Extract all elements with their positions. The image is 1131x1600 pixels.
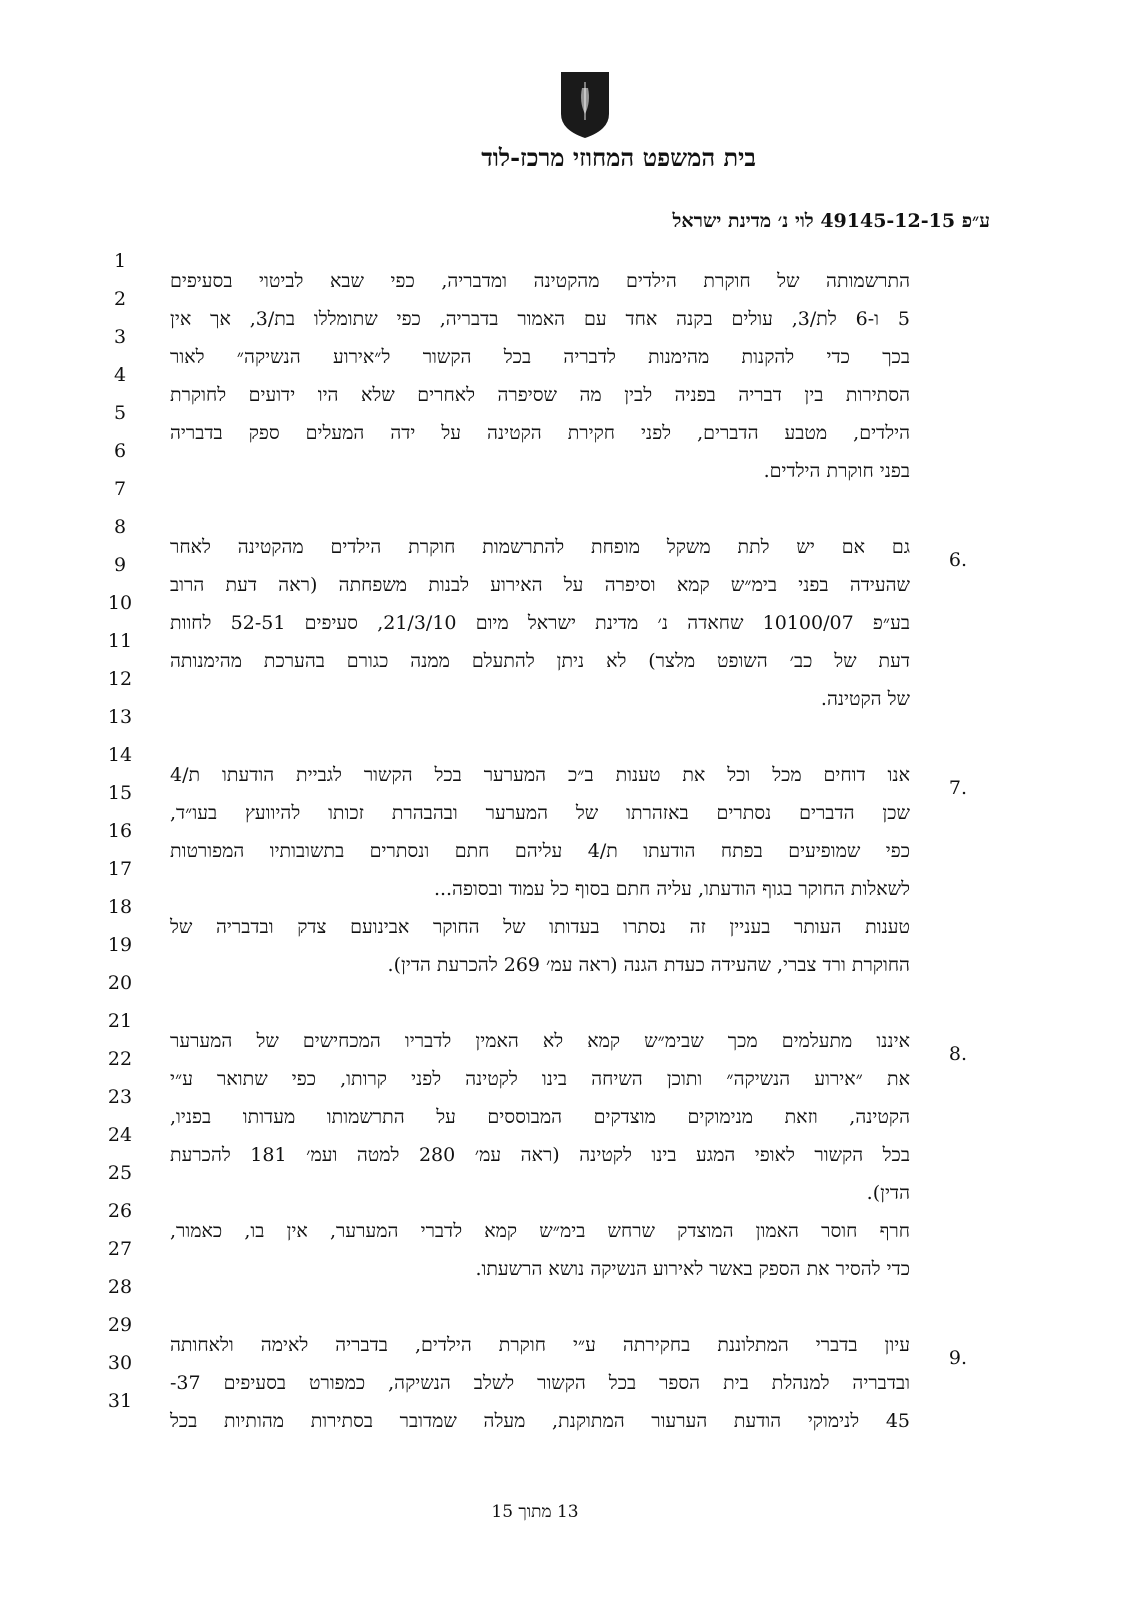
line-number: 16 bbox=[107, 820, 133, 842]
body-text-line: הקטינה, וזאת מנימוקים מוצדקים המבוססים על התרשמותו מעדותו בפניו, bbox=[170, 1106, 910, 1128]
line-number: 2 bbox=[113, 288, 127, 310]
body-text-line: 5 ו-6 לת/3, עולים בקנה אחד עם האמור בדבריה, כפי שתומללו בת/3, אך אין bbox=[170, 308, 910, 330]
line-number: 27 bbox=[107, 1238, 133, 1260]
line-number: 18 bbox=[107, 896, 133, 918]
body-text-line: לשאלות החוקר בגוף הודעתו, עליה חתם בסוף כל עמוד ובסופה... bbox=[433, 878, 910, 900]
body-text-line: שהעידה בפני בימ״ש קמא וסיפרה על האירוע לבנות משפחתה (ראה דעת הרוב bbox=[170, 574, 910, 596]
body-text-line: שכן הדברים נסתרים באזהרתו של המערער ובהבהרת זכותו להיוועץ בעו״ד, bbox=[170, 802, 910, 824]
line-number: 13 bbox=[107, 706, 133, 728]
line-number: 21 bbox=[107, 1010, 133, 1032]
line-number: 6 bbox=[113, 440, 127, 462]
body-text-line: בכל הקשור לאופי המגע בינו לקטינה (ראה עמ׳ 280 למטה ועמ׳ 181 להכרעת bbox=[170, 1144, 910, 1166]
line-number: 8 bbox=[113, 516, 127, 538]
line-number: 30 bbox=[107, 1352, 133, 1374]
line-number: 26 bbox=[107, 1200, 133, 1222]
line-number: 3 bbox=[113, 326, 127, 348]
body-text-line: אנו דוחים מכל וכל את טענות ב״כ המערער בכל הקשור לגביית הודעתו ת/4 bbox=[170, 764, 910, 786]
line-number: 1 bbox=[113, 250, 127, 272]
body-text-line: הדין). bbox=[866, 1182, 910, 1204]
body-text-line: את ״אירוע הנשיקה״ ותוכן השיחה בינו לקטינה לפני קרותו, כפי שתואר ע״י bbox=[170, 1068, 910, 1090]
body-text-line: של הקטינה. bbox=[820, 688, 910, 710]
body-text-line: חרף חוסר האמון המוצדק שרחש בימ״ש קמא לדברי המערער, אין בו, כאמור, bbox=[170, 1220, 910, 1242]
line-number: 4 bbox=[113, 364, 127, 386]
line-number: 31 bbox=[107, 1390, 133, 1412]
state-emblem-icon bbox=[557, 68, 613, 140]
court-name: בית המשפט המחוזי מרכז-לוד bbox=[481, 143, 756, 172]
body-text-line: בע״פ 10100/07 שחאדה נ׳ מדינת ישראל מיום 21/3/10, סעיפים 52-51 לחוות bbox=[170, 612, 910, 634]
line-number: 29 bbox=[107, 1314, 133, 1336]
body-text-line: דעת של כב׳ השופט מלצר) לא ניתן להתעלם ממנה כגורם בהערכת מהימנותה bbox=[170, 650, 910, 672]
body-text-line: איננו מתעלמים מכך שבימ״ש קמא לא האמין לדבריו המכחישים של המערער bbox=[170, 1030, 910, 1052]
page-number: 13 מתוך 15 bbox=[491, 1502, 579, 1522]
paragraph-number: 7. bbox=[948, 777, 968, 799]
line-number: 23 bbox=[107, 1086, 133, 1108]
body-text-line: בפני חוקרת הילדים. bbox=[763, 460, 910, 482]
line-number: 17 bbox=[107, 858, 133, 880]
body-text-line: בכך כדי להקנות מהימנות לדבריה בכל הקשור ל״אירוע הנשיקה״ לאור bbox=[170, 346, 910, 368]
line-number: 11 bbox=[107, 630, 133, 652]
body-text-line: התרשמותה של חוקרת הילדים מהקטינה ומדבריה, כפי שבא לביטוי בסעיפים bbox=[170, 270, 910, 292]
body-text-line: הסתירות בין דבריה בפניה לבין מה שסיפרה לאחרים שלא היו ידועים לחוקרת bbox=[170, 384, 910, 406]
line-number: 24 bbox=[107, 1124, 133, 1146]
line-number: 7 bbox=[113, 478, 127, 500]
line-number: 19 bbox=[107, 934, 133, 956]
line-number: 5 bbox=[113, 402, 127, 424]
line-number: 28 bbox=[107, 1276, 133, 1298]
body-text-line: עיון בדברי המתלוננת בחקירתה ע״י חוקרת הילדים, בדבריה לאימה ולאחותה bbox=[170, 1334, 910, 1356]
body-text-line: טענות העותר בעניין זה נסתרו בעדותו של החוקר אבינועם צדק ובדבריה של bbox=[170, 916, 910, 938]
line-number: 14 bbox=[107, 744, 133, 766]
line-number: 25 bbox=[107, 1162, 133, 1184]
body-text-line: כפי שמופיעים בפתח הודעתו ת/4 עליהם חתם ונסתרים בתשובותיו המפורטות bbox=[170, 840, 911, 862]
line-number: 10 bbox=[107, 592, 133, 614]
paragraph-number: 8. bbox=[948, 1043, 968, 1065]
line-number: 20 bbox=[107, 972, 133, 994]
paragraph-number: 6. bbox=[948, 549, 968, 571]
line-number: 9 bbox=[113, 554, 127, 576]
body-text-line: כדי להסיר את הספק באשר לאירוע הנשיקה נושא הרשעתו. bbox=[475, 1258, 910, 1280]
line-number: 12 bbox=[107, 668, 133, 690]
body-text-line: 45 לנימוקי הודעת הערעור המתוקנת, מעלה שמדובר בסתירות מהותיות בכל bbox=[170, 1410, 910, 1432]
body-text-line: ובדבריה למנהלת בית הספר בכל הקשור לשלב הנשיקה, כמפורט בסעיפים 37- bbox=[170, 1372, 910, 1394]
body-text-line: החוקרת ורד צברי, שהעידה כעדת הגנה (ראה עמ׳ 269 להכרעת הדין). bbox=[387, 954, 910, 976]
line-number: 15 bbox=[107, 782, 133, 804]
paragraph-number: 9. bbox=[948, 1347, 968, 1369]
body-text-line: הילדים, מטבע הדברים, לפני חקירת הקטינה על ידה המעלים ספק בדבריה bbox=[170, 422, 910, 444]
case-reference: ע״פ 49145-12-15 לוי נ׳ מדינת ישראל bbox=[672, 210, 990, 232]
body-text-line: גם אם יש לתת משקל מופחת להתרשמות חוקרת הילדים מהקטינה לאחר bbox=[170, 536, 910, 558]
line-number: 22 bbox=[107, 1048, 133, 1070]
